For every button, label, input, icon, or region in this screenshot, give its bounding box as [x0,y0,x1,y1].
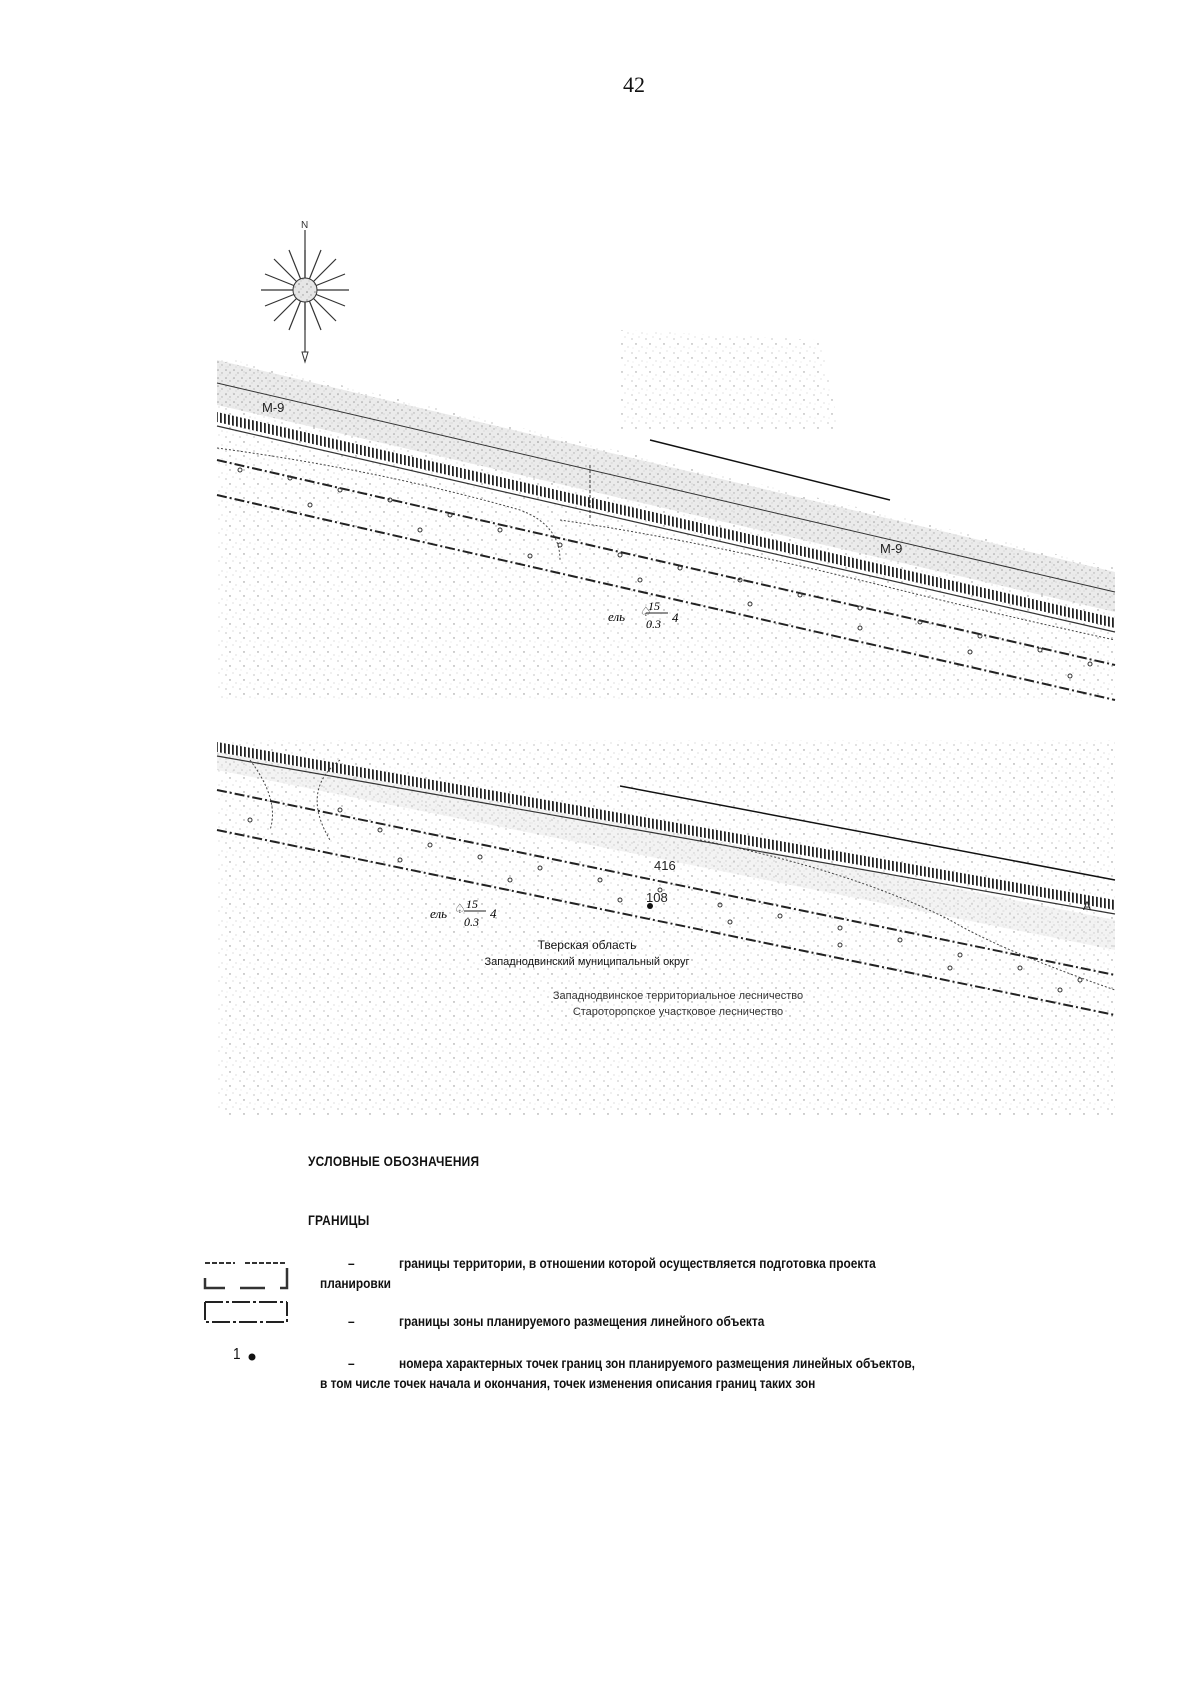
tree-height: 15 [466,897,478,911]
legend-item-linear-object-zone [348,1311,764,1331]
point-label: 108 [646,890,668,905]
region-label: Тверская область [537,938,637,952]
tree-icon: ♤ [640,604,652,619]
page-number: 42 [623,72,645,97]
road-label: М-9 [880,541,903,556]
tree-height: 15 [648,599,660,613]
legend-title: УСЛОВНЫЕ ОБОЗНАЧЕНИЯ [308,1153,480,1169]
tree-distance: 4 [672,610,679,625]
forestry-label: Западнодвинское территориальное лесничество [552,990,804,1002]
legend-item-text: номера характерных точек границ зон планируемого размещения линейных объектов, [399,1355,915,1371]
district-forestry-label: Староторопское участковое лесничество [572,1006,784,1018]
tree-species-label: ель [608,609,626,624]
legend-item-text: границы зоны планируемого размещения линейного объекта [399,1313,765,1329]
tree-diameter: 0.3 [646,617,661,631]
legend-dash: – [348,1355,355,1371]
legend-section-title: ГРАНИЦЫ [308,1212,370,1228]
characteristic-point-symbol-icon [249,1354,256,1361]
legend-item-text-continued: в том числе точек начала и окончания, точек изменения описания границ таких зон [320,1375,816,1391]
map-panel-upper [217,330,1115,700]
territory-boundary-symbol-icon [205,1263,287,1288]
district-label: Западнодвинский муниципальный округ [484,956,690,968]
legend-item-characteristic-points [348,1353,915,1373]
north-arrow-icon [261,220,349,362]
legend-dash: – [348,1313,355,1329]
north-label: N [301,220,309,231]
tree-diameter: 0.3 [464,915,479,929]
point-label: А [1083,899,1092,913]
point-label: 416 [654,858,676,873]
legend-item-text: границы территории, в отношении которой осуществляется подготовка проекта [399,1255,876,1271]
tree-species-label: ель [430,906,448,921]
legend-item-text-continued: планировки [320,1275,392,1291]
tree-icon: ♤ [454,901,466,916]
tree-distance: 4 [490,906,497,921]
road-label: М-9 [262,400,285,415]
legend-dash: – [348,1255,355,1271]
linear-object-zone-symbol-icon [205,1302,287,1322]
legend-item-territory-boundary [348,1253,876,1273]
characteristic-point-number: 1 [233,1346,241,1363]
map-panel-lower [217,740,1115,1115]
